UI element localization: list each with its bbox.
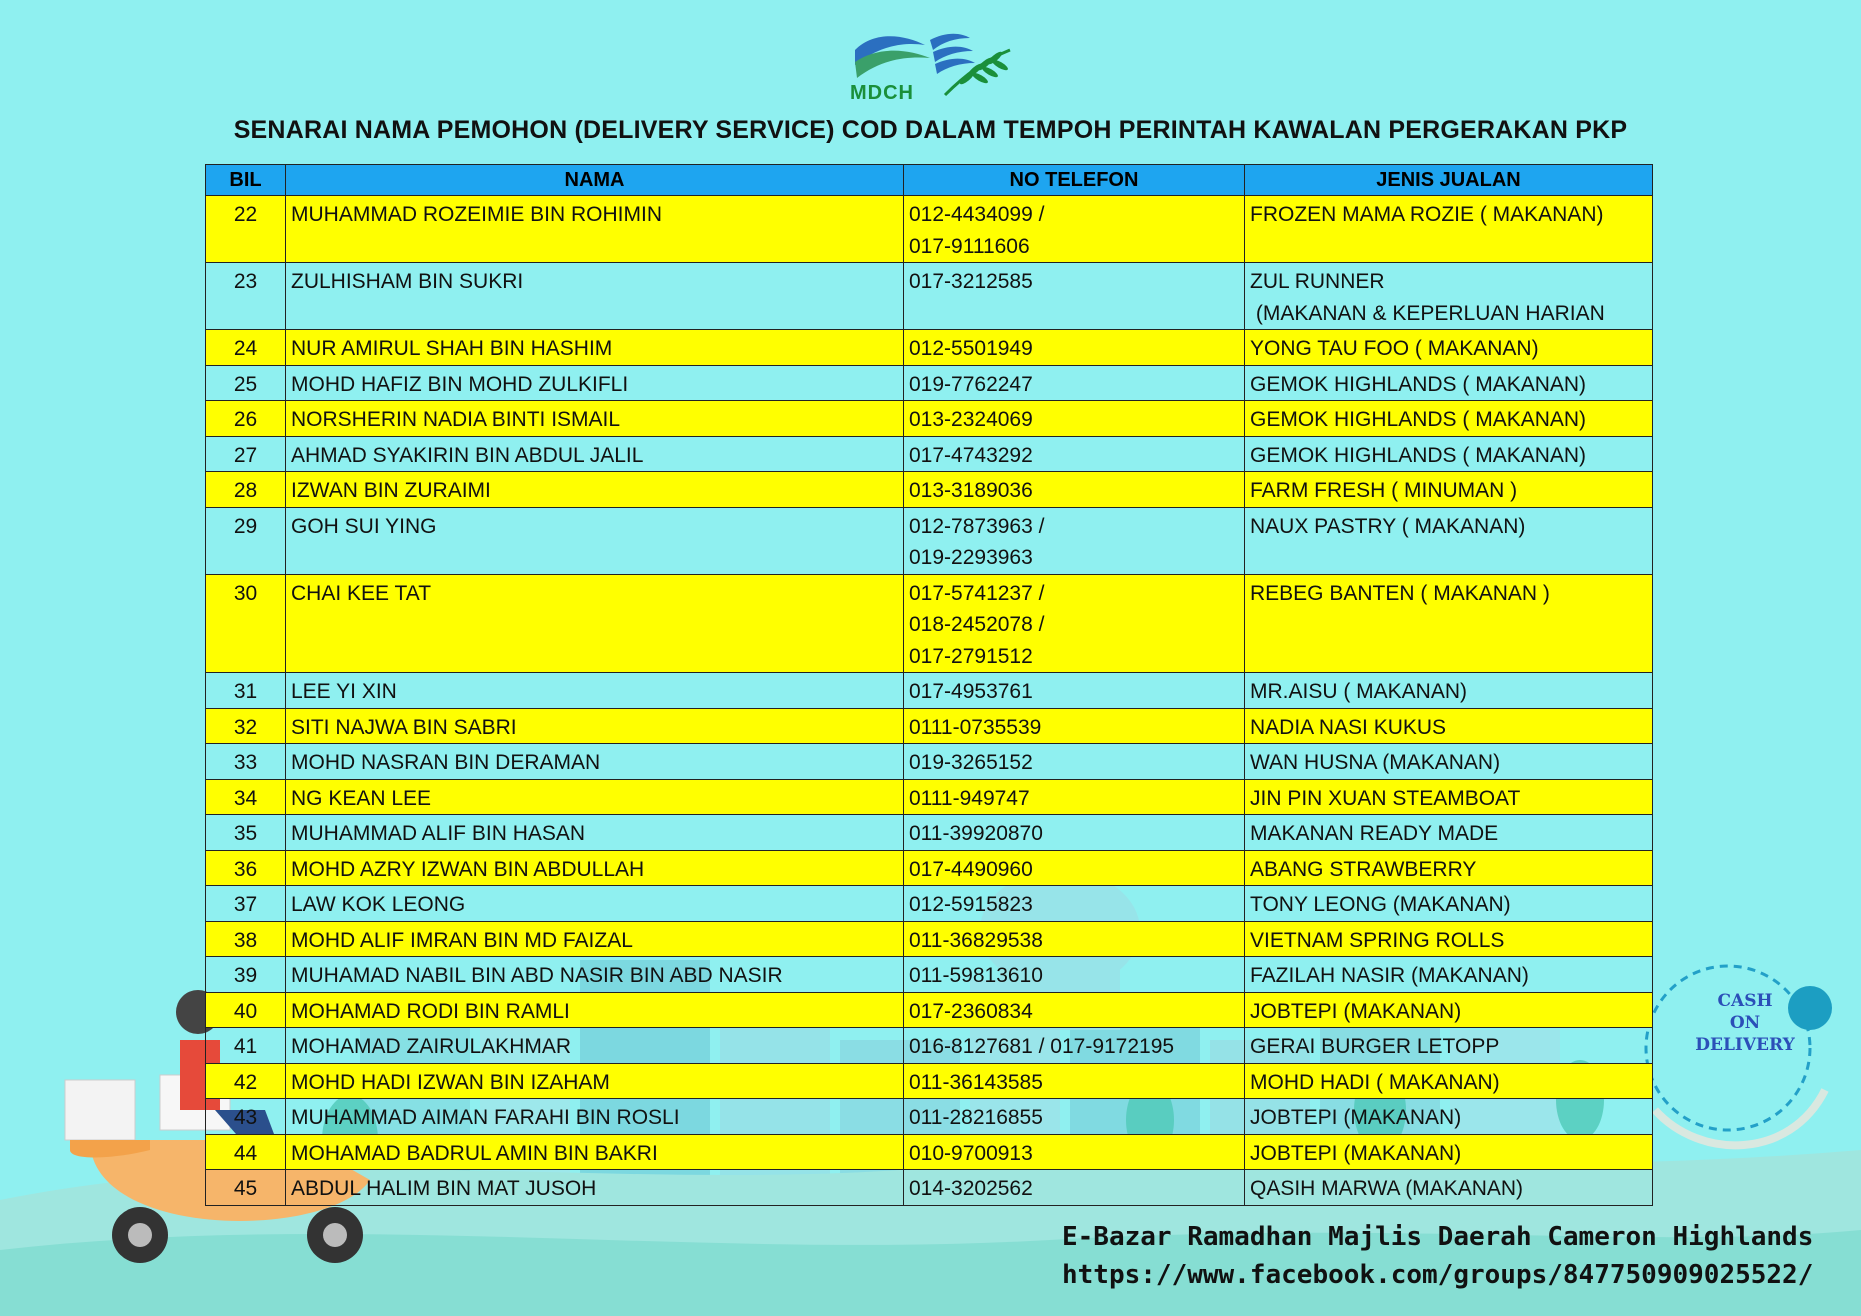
cell-jenis-jualan (1245, 1170, 1653, 1206)
cell-bil: 22 (206, 196, 286, 263)
cell-bil: 41 (206, 1028, 286, 1064)
phone-number: 017-4490960 (909, 857, 1033, 881)
product-type: FROZEN MAMA ROZIE ( MAKANAN) (1250, 203, 1604, 226)
cell-nama: SITI NAJWA BIN SABRI (286, 708, 904, 744)
cell-no-telefon (904, 1099, 1245, 1135)
phone-number: 012-5915823 (909, 893, 1033, 916)
phone-number: 019-2293963 (909, 546, 1033, 569)
footer-facebook-link[interactable]: https://www.facebook.com/groups/847750909025522/ (1062, 1260, 1814, 1290)
cell-nama: MOHAMAD BADRUL AMIN BIN BAKRI (286, 1134, 904, 1170)
cell-bil: 23 (206, 263, 286, 330)
cell-nama: MOHAMAD RODI BIN RAMLI (286, 992, 904, 1028)
cell-nama: MUHAMAD NABIL BIN ABD NASIR BIN ABD NASIR (286, 957, 904, 993)
column-header-jenis-jualan: JENIS JUALAN (1245, 165, 1653, 196)
phone-number: 011-39920870 (909, 822, 1043, 845)
applicant-table (205, 164, 1653, 1206)
badge-line: CASH (1717, 991, 1773, 1011)
column-header-no-telefon: NO TELEFON (904, 165, 1245, 196)
product-type: ZUL RUNNER (1250, 270, 1385, 293)
cell-no-telefon (904, 673, 1245, 709)
table-row (206, 921, 1653, 957)
cell-jenis-jualan (1245, 744, 1653, 780)
product-type: NADIA NASI KUKUS (1250, 715, 1447, 739)
table-row (206, 779, 1653, 815)
cell-jenis-jualan (1245, 330, 1653, 366)
phone-number: 011-59813610 (909, 964, 1043, 987)
cell-nama: MOHAMAD ZAIRULAKHMAR (286, 1028, 904, 1064)
cell-jenis-jualan (1245, 957, 1653, 993)
phone-number: 017-4743292 (909, 443, 1033, 467)
cell-jenis-jualan (1245, 886, 1653, 922)
cell-no-telefon (904, 992, 1245, 1028)
cell-bil: 40 (206, 992, 286, 1028)
cell-jenis-jualan (1245, 1134, 1653, 1170)
cell-no-telefon (904, 1134, 1245, 1170)
cell-jenis-jualan (1245, 436, 1653, 472)
table-row (206, 401, 1653, 437)
phone-number: 017-4953761 (909, 680, 1033, 703)
cell-bil: 27 (206, 436, 286, 472)
phone-number: 012-5501949 (909, 337, 1033, 360)
badge-line: ON (1729, 1013, 1761, 1033)
cell-no-telefon (904, 708, 1245, 744)
cell-nama: NUR AMIRUL SHAH BIN HASHIM (286, 330, 904, 366)
table-row (206, 744, 1653, 780)
cell-no-telefon (904, 921, 1245, 957)
phone-number: 013-3189036 (909, 479, 1033, 502)
cell-bil: 28 (206, 472, 286, 508)
cell-bil: 44 (206, 1134, 286, 1170)
table-row (206, 365, 1653, 401)
table-row (206, 1170, 1653, 1206)
product-type: GERAI BURGER LETOPP (1250, 1035, 1500, 1058)
cell-bil: 45 (206, 1170, 286, 1206)
product-type: MAKANAN READY MADE (1250, 822, 1499, 845)
product-type: FARM FRESH ( MINUMAN ) (1250, 479, 1518, 502)
cell-bil: 31 (206, 673, 286, 709)
table-row (206, 886, 1653, 922)
cell-bil: 43 (206, 1099, 286, 1135)
cell-jenis-jualan (1245, 574, 1653, 673)
cell-bil: 34 (206, 779, 286, 815)
cell-jenis-jualan (1245, 263, 1653, 330)
product-type: (MAKANAN & KEPERLUAN HARIAN (1250, 301, 1605, 325)
table-row (206, 1063, 1653, 1099)
cell-no-telefon (904, 1063, 1245, 1099)
cell-nama: NORSHERIN NADIA BINTI ISMAIL (286, 401, 904, 437)
cell-jenis-jualan (1245, 401, 1653, 437)
cell-nama: MUHAMMAD AIMAN FARAHI BIN ROSLI (286, 1099, 904, 1135)
cell-jenis-jualan (1245, 708, 1653, 744)
cell-nama: NG KEAN LEE (286, 779, 904, 815)
cell-no-telefon (904, 1170, 1245, 1206)
cell-no-telefon (904, 436, 1245, 472)
table-row (206, 815, 1653, 851)
cell-nama: MOHD ALIF IMRAN BIN MD FAIZAL (286, 921, 904, 957)
phone-number: 018-2452078 / (909, 613, 1045, 636)
logo-text: MDCH (850, 82, 914, 104)
phone-number: 017-5741237 / (909, 581, 1045, 605)
product-type: MR.AISU ( MAKANAN) (1250, 680, 1468, 703)
phone-number: 013-2324069 (909, 408, 1033, 431)
cell-no-telefon (904, 744, 1245, 780)
product-type: VIETNAM SPRING ROLLS (1250, 928, 1505, 952)
cash-on-delivery-badge (1650, 990, 1840, 1056)
cell-bil: 39 (206, 957, 286, 993)
cell-nama: MOHD AZRY IZWAN BIN ABDULLAH (286, 850, 904, 886)
product-type: ABANG STRAWBERRY (1250, 857, 1477, 881)
phone-number: 017-2791512 (909, 644, 1033, 668)
product-type: WAN HUSNA (MAKANAN) (1250, 751, 1501, 774)
cell-bil: 36 (206, 850, 286, 886)
product-type: TONY LEONG (MAKANAN) (1250, 893, 1511, 916)
cell-nama: LEE YI XIN (286, 673, 904, 709)
cell-nama: MOHD HAFIZ BIN MOHD ZULKIFLI (286, 365, 904, 401)
table-row (206, 850, 1653, 886)
column-header-nama: NAMA (286, 165, 904, 196)
product-type: NAUX PASTRY ( MAKANAN) (1250, 514, 1526, 538)
cell-no-telefon (904, 401, 1245, 437)
product-type: JOBTEPI (MAKANAN) (1250, 999, 1462, 1023)
table-row (206, 436, 1653, 472)
cell-bil: 35 (206, 815, 286, 851)
cell-nama: IZWAN BIN ZURAIMI (286, 472, 904, 508)
cell-jenis-jualan (1245, 921, 1653, 957)
table-row (206, 196, 1653, 263)
cell-no-telefon (904, 472, 1245, 508)
cell-no-telefon (904, 1028, 1245, 1064)
cell-no-telefon (904, 850, 1245, 886)
cell-nama: AHMAD SYAKIRIN BIN ABDUL JALIL (286, 436, 904, 472)
cell-jenis-jualan (1245, 1028, 1653, 1064)
cell-jenis-jualan (1245, 850, 1653, 886)
product-type: REBEG BANTEN ( MAKANAN ) (1250, 581, 1550, 605)
phone-number: 017-2360834 (909, 999, 1033, 1023)
table-row (206, 330, 1653, 366)
product-type: GEMOK HIGHLANDS ( MAKANAN) (1250, 372, 1587, 396)
cell-no-telefon (904, 263, 1245, 330)
product-type: JIN PIN XUAN STEAMBOAT (1250, 786, 1521, 810)
phone-number: 012-7873963 / (909, 514, 1045, 538)
cell-jenis-jualan (1245, 1063, 1653, 1099)
cell-jenis-jualan (1245, 1099, 1653, 1135)
cell-no-telefon (904, 196, 1245, 263)
cell-no-telefon (904, 957, 1245, 993)
cell-nama: ZULHISHAM BIN SUKRI (286, 263, 904, 330)
product-type: QASIH MARWA (MAKANAN) (1250, 1177, 1524, 1200)
cell-no-telefon (904, 815, 1245, 851)
phone-number: 010-9700913 (909, 1141, 1033, 1165)
cell-no-telefon (904, 507, 1245, 574)
cell-jenis-jualan (1245, 196, 1653, 263)
table-row (206, 992, 1653, 1028)
cell-jenis-jualan (1245, 365, 1653, 401)
product-type: YONG TAU FOO ( MAKANAN) (1250, 337, 1539, 360)
table-row (206, 1099, 1653, 1135)
table-row (206, 507, 1653, 574)
product-type: FAZILAH NASIR (MAKANAN) (1250, 964, 1529, 987)
cell-jenis-jualan (1245, 779, 1653, 815)
cell-bil: 32 (206, 708, 286, 744)
table-row (206, 472, 1653, 508)
product-type: MOHD HADI ( MAKANAN) (1250, 1070, 1500, 1094)
table-row (206, 263, 1653, 330)
cell-bil: 42 (206, 1063, 286, 1099)
table-body (206, 196, 1653, 1206)
cell-no-telefon (904, 574, 1245, 673)
phone-number: 011-36829538 (909, 928, 1043, 952)
cell-nama: ABDUL HALIM BIN MAT JUSOH (286, 1170, 904, 1206)
cell-bil: 29 (206, 507, 286, 574)
cell-bil: 24 (206, 330, 286, 366)
phone-number: 011-28216855 (909, 1106, 1043, 1129)
table-row (206, 957, 1653, 993)
table-row (206, 574, 1653, 673)
product-type: JOBTEPI (MAKANAN) (1250, 1141, 1462, 1165)
phone-number: 011-36143585 (909, 1070, 1043, 1094)
cell-nama: CHAI KEE TAT (286, 574, 904, 673)
cell-bil: 37 (206, 886, 286, 922)
cell-nama: GOH SUI YING (286, 507, 904, 574)
cell-bil: 30 (206, 574, 286, 673)
cell-bil: 25 (206, 365, 286, 401)
cell-jenis-jualan (1245, 815, 1653, 851)
cell-no-telefon (904, 779, 1245, 815)
cell-nama: MOHD HADI IZWAN BIN IZAHAM (286, 1063, 904, 1099)
phone-number: 019-3265152 (909, 751, 1033, 774)
cell-bil: 26 (206, 401, 286, 437)
cell-jenis-jualan (1245, 992, 1653, 1028)
phone-number: 017-3212585 (909, 270, 1033, 293)
cell-no-telefon (904, 330, 1245, 366)
footer-organizer: E-Bazar Ramadhan Majlis Daerah Cameron Highlands (1062, 1222, 1814, 1252)
cell-no-telefon (904, 365, 1245, 401)
table-row (206, 1028, 1653, 1064)
product-type: GEMOK HIGHLANDS ( MAKANAN) (1250, 443, 1587, 467)
cell-no-telefon (904, 886, 1245, 922)
phone-number: 019-7762247 (909, 372, 1033, 396)
cell-bil: 33 (206, 744, 286, 780)
badge-line: DELIVERY (1695, 1035, 1795, 1055)
product-type: JOBTEPI (MAKANAN) (1250, 1106, 1462, 1129)
table-row (206, 673, 1653, 709)
table-header-row (206, 165, 1653, 196)
column-header-bil: BIL (206, 165, 286, 196)
table-row (206, 1134, 1653, 1170)
cell-jenis-jualan (1245, 507, 1653, 574)
cell-jenis-jualan (1245, 673, 1653, 709)
phone-number: 014-3202562 (909, 1177, 1033, 1200)
page-title: SENARAI NAMA PEMOHON (DELIVERY SERVICE) COD DALAM TEMPOH PERINTAH KAWALAN PERGERAKAN PKP (233, 116, 1628, 144)
phone-number: 017-9111606 (909, 234, 1030, 258)
cell-nama: MOHD NASRAN BIN DERAMAN (286, 744, 904, 780)
cell-nama: MUHAMMAD ALIF BIN HASAN (286, 815, 904, 851)
product-type: GEMOK HIGHLANDS ( MAKANAN) (1250, 408, 1587, 431)
phone-number: 0111-949747 (909, 786, 1030, 810)
cell-bil: 38 (206, 921, 286, 957)
cell-nama: MUHAMMAD ROZEIMIE BIN ROHIMIN (286, 196, 904, 263)
phone-number: 0111-0735539 (909, 715, 1042, 739)
phone-number: 016-8127681 / 017-9172195 (909, 1035, 1175, 1058)
phone-number: 012-4434099 / (909, 203, 1045, 226)
cell-nama: LAW KOK LEONG (286, 886, 904, 922)
cell-jenis-jualan (1245, 472, 1653, 508)
table-row (206, 708, 1653, 744)
